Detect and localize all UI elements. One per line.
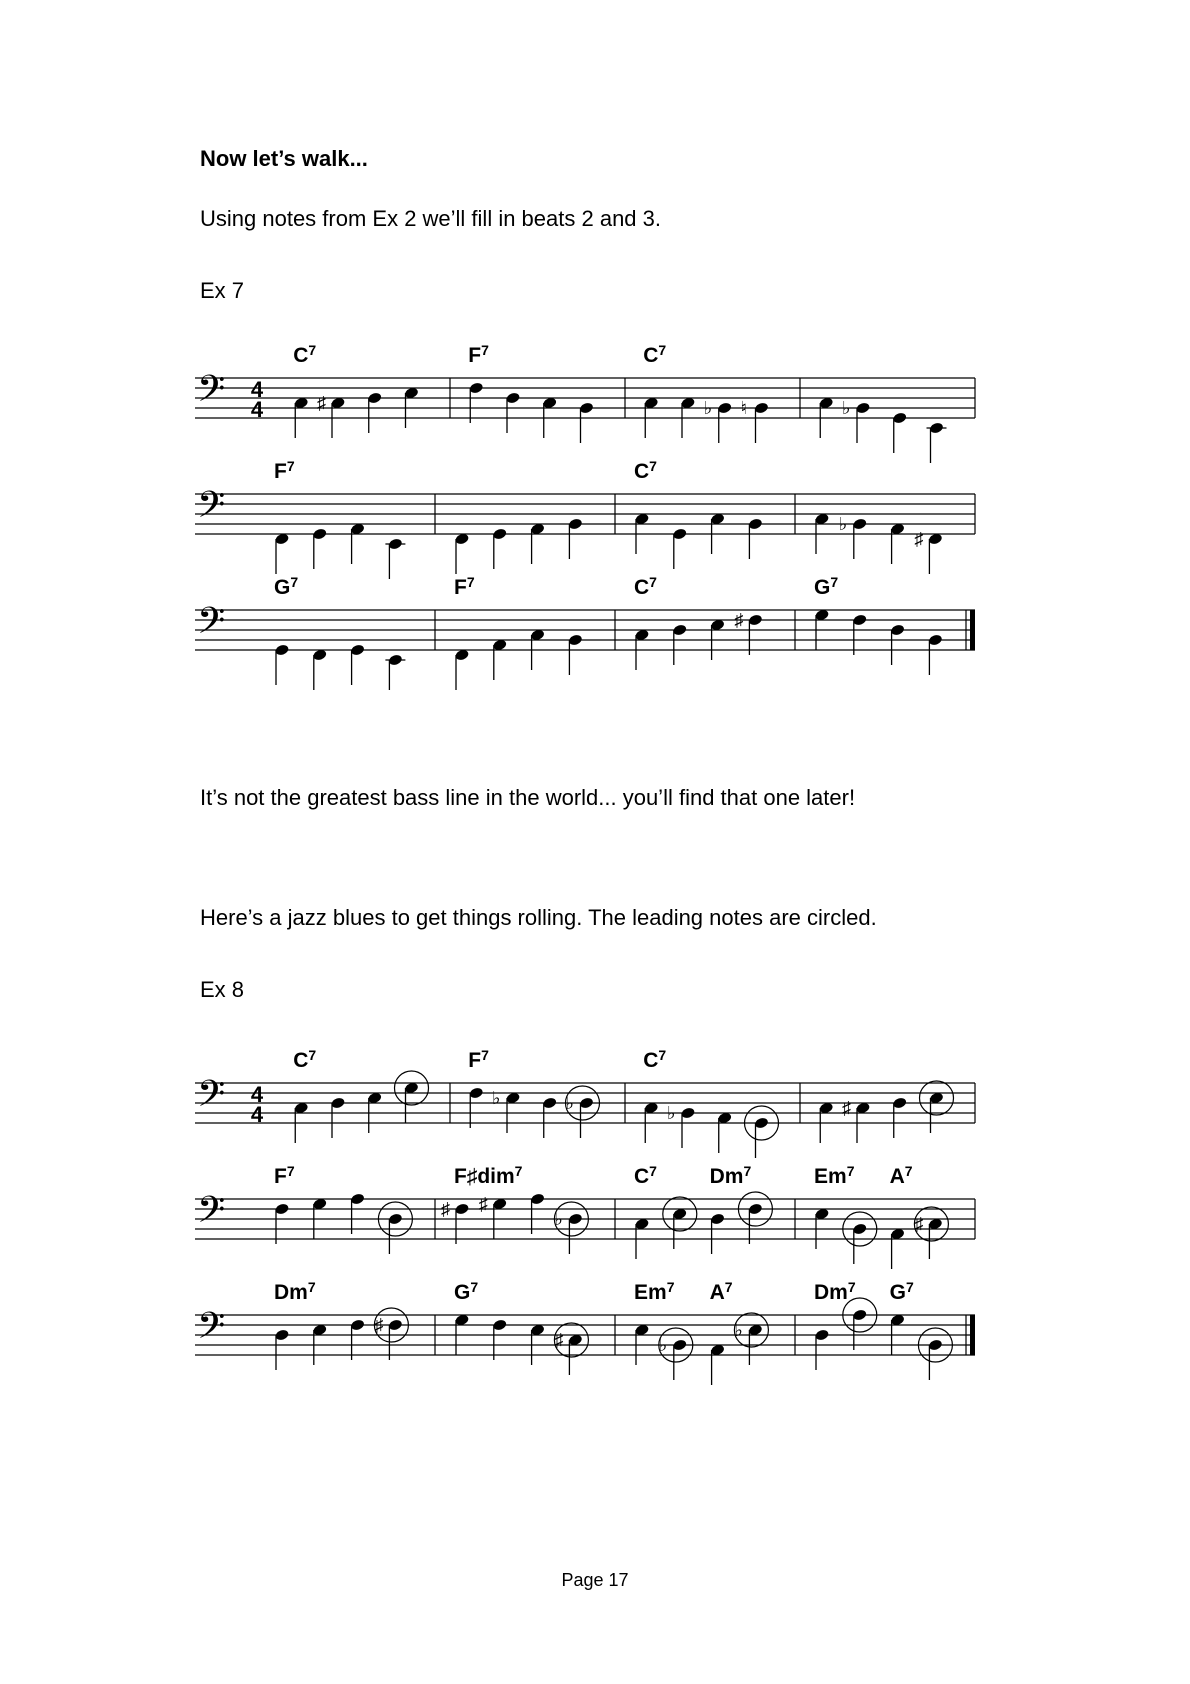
chord-symbol (890, 1279, 914, 1304)
chord-extension: 7 (308, 342, 317, 358)
flat-icon: ♭ (565, 1093, 574, 1113)
ex7-system-2 (195, 458, 975, 579)
chord-name: G (889, 1281, 906, 1304)
chord-name: C (634, 576, 650, 599)
chord-name: C (293, 344, 309, 367)
chord-name: Em (634, 1281, 667, 1304)
chord-name: F (468, 1049, 482, 1072)
chord-name: C (293, 1049, 309, 1072)
chord-extension: 7 (846, 1163, 855, 1179)
flat-icon: ♭ (667, 1103, 676, 1123)
sharp-icon: ♯ (842, 1098, 851, 1118)
flat-icon: ♭ (842, 398, 851, 418)
ex7-system-1 (195, 342, 975, 463)
chord-name: C (634, 1165, 650, 1188)
chord-extension: 7 (666, 1279, 675, 1295)
chord-extension: 7 (514, 1163, 523, 1179)
flat-icon: ♭ (838, 514, 848, 534)
ex8-label: Ex 8 (200, 977, 245, 1002)
chord-symbol (710, 1163, 752, 1188)
chord-symbol (468, 342, 489, 367)
sharp-icon: ♯ (374, 1315, 384, 1335)
chord-name: C (643, 344, 659, 367)
final-barline-thick (970, 1315, 975, 1355)
chord-extension: 7 (724, 1279, 733, 1295)
sharp-icon: ♯ (554, 1330, 564, 1350)
final-barline-thick (970, 610, 975, 650)
chord-symbol (468, 1047, 489, 1072)
chord-name: F (274, 1165, 287, 1188)
chord-extension: 7 (308, 1047, 317, 1063)
comment-text: It’s not the greatest bass line in the world... you’ll find that one later! (200, 785, 856, 810)
flat-icon: ♭ (492, 1088, 501, 1108)
chord-extension: 7 (847, 1279, 856, 1295)
sharp-icon: ♯ (441, 1199, 450, 1219)
ex8-score (195, 1035, 1045, 1395)
chord-extension: 7 (286, 458, 295, 474)
chord-extension: 7 (904, 1163, 913, 1179)
chord-extension: 7 (649, 1163, 657, 1179)
ex7-label: Ex 7 (200, 278, 245, 303)
chord-symbol (814, 574, 838, 599)
chord-symbol (710, 1279, 733, 1304)
time-signature-top: 4 (250, 1082, 264, 1107)
chord-name: F (274, 460, 287, 483)
sharp-icon: ♯ (914, 529, 924, 549)
bass-clef-icon: 𝄢 (197, 485, 226, 534)
chord-symbol (293, 1047, 316, 1072)
chord-symbol (890, 1163, 913, 1188)
chord-name: Dm (274, 1281, 308, 1304)
sharp-icon: ♯ (317, 393, 326, 413)
chord-extension: 7 (290, 574, 299, 590)
time-signature-bottom: 4 (250, 1102, 264, 1127)
chord-symbol (454, 1279, 478, 1304)
chord-name: G (454, 1281, 471, 1304)
flat-icon: ♭ (703, 398, 713, 418)
chord-extension: 7 (649, 458, 657, 474)
chord-symbol (643, 1047, 666, 1072)
chord-symbol (643, 342, 666, 367)
chord-name: F♯dim (454, 1165, 515, 1188)
intro-text: Using notes from Ex 2 we’ll fill in beats 2 and 3. (200, 206, 662, 231)
chord-name: Dm (709, 1165, 744, 1188)
ex8-intro-text: Here’s a jazz blues to get things rolling. The leading notes are circled. (200, 905, 877, 930)
chord-extension: 7 (905, 1279, 914, 1295)
chord-name: Em (814, 1165, 847, 1188)
sharp-icon: ♯ (734, 610, 744, 630)
chord-name: A (889, 1165, 905, 1188)
chord-symbol (814, 1163, 855, 1188)
chord-name: C (634, 460, 650, 483)
bass-clef-icon: 𝄢 (197, 369, 226, 418)
ex8-system-2 (195, 1163, 975, 1269)
chord-extension: 7 (286, 1163, 295, 1179)
chord-symbol (634, 1279, 675, 1304)
section-heading: Now let’s walk... (200, 146, 368, 171)
chord-extension: 7 (481, 342, 489, 358)
chord-symbol (634, 1163, 657, 1188)
chord-extension: 7 (466, 574, 475, 590)
ex8-system-1 (195, 1047, 975, 1158)
chord-name: Dm (814, 1281, 848, 1304)
chord-name: G (274, 576, 291, 599)
time-signature-bottom: 4 (250, 397, 264, 422)
ex8-system-3 (195, 1279, 975, 1385)
chord-extension: 7 (307, 1279, 316, 1295)
flat-icon: ♭ (658, 1335, 668, 1355)
chord-symbol (634, 574, 657, 599)
chord-symbol (274, 458, 295, 483)
bass-clef-icon: 𝄢 (197, 1074, 226, 1123)
chord-symbol (454, 1163, 523, 1188)
chord-symbol (274, 1279, 316, 1304)
chord-name: G (814, 576, 831, 599)
chord-extension: 7 (658, 342, 667, 358)
chord-extension: 7 (830, 574, 839, 590)
chord-symbol (293, 342, 316, 367)
bass-clef-icon: 𝄢 (197, 1190, 226, 1239)
ex7-score (195, 330, 1045, 690)
chord-extension: 7 (649, 574, 657, 590)
bass-clef-icon: 𝄢 (197, 1306, 226, 1355)
chord-symbol (274, 574, 298, 599)
natural-icon: ♮ (740, 398, 747, 418)
page-number: Page 17 (561, 1570, 629, 1590)
chord-symbol (634, 458, 657, 483)
chord-extension: 7 (481, 1047, 489, 1063)
flat-icon: ♭ (554, 1209, 563, 1229)
chord-extension: 7 (470, 1279, 479, 1295)
chord-name: F (468, 344, 482, 367)
chord-name: F (454, 576, 467, 599)
flat-icon: ♭ (734, 1320, 743, 1340)
chord-extension: 7 (743, 1163, 752, 1179)
ex7-system-3 (195, 574, 975, 690)
time-signature-top: 4 (250, 377, 264, 402)
chord-symbol (274, 1163, 295, 1188)
bass-clef-icon: 𝄢 (197, 601, 226, 650)
chord-name: C (643, 1049, 659, 1072)
chord-extension: 7 (658, 1047, 667, 1063)
sharp-icon: ♯ (478, 1194, 488, 1214)
chord-symbol (454, 574, 475, 599)
chord-symbol (814, 1279, 856, 1304)
chord-name: A (709, 1281, 725, 1304)
sharp-icon: ♯ (914, 1214, 924, 1234)
